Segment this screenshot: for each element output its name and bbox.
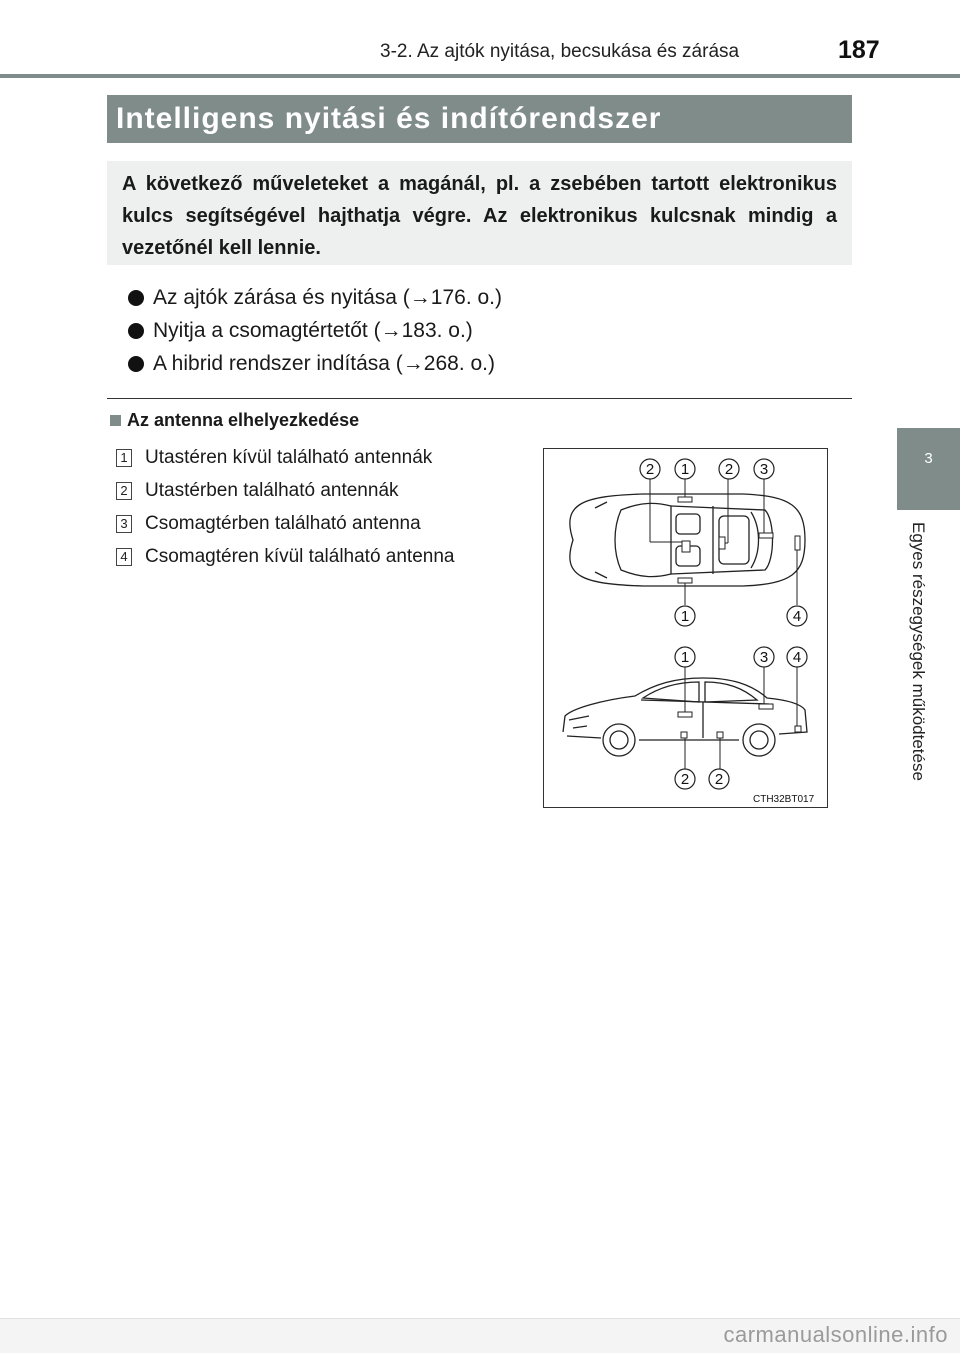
bullet-dot-icon: [128, 323, 144, 339]
section-title: Intelligens nyitási és indítórendszer: [107, 95, 852, 143]
intro-box: A következő műveleteket a magánál, pl. a zsebében tartott elektronikus kulcs segítségével hajthatja végre. Az elektronikus kulcsnak mindig a vezetőnél kell lennie.: [107, 161, 852, 265]
bullet-text: Nyitja a csomagtértetőt (→183. o.): [153, 318, 473, 342]
callout-label: 1: [680, 608, 690, 625]
chapter-tab: [897, 428, 960, 510]
legend-item: [116, 474, 454, 507]
figure-code: CTH32BT017: [753, 794, 815, 805]
chapter-tab-number: 3: [924, 450, 933, 467]
callout-label: 1: [680, 461, 690, 478]
legend-item: [116, 507, 454, 540]
callout-label: 3: [759, 461, 769, 478]
legend-number: 4: [116, 548, 132, 566]
bullet-text: A hibrid rendszer indítása (→268. o.): [153, 351, 496, 375]
legend-item: [116, 441, 454, 474]
callout-label: 4: [792, 608, 802, 625]
callout-label: 4: [792, 649, 802, 666]
legend-number: 3: [116, 515, 132, 533]
callout-label: 3: [759, 649, 769, 666]
list-item: [128, 281, 502, 314]
bullet-text: Az ajtók zárása és nyitása (→176. o.): [153, 285, 502, 309]
subsection-heading: [110, 410, 359, 431]
callout-label: 2: [680, 771, 690, 788]
chapter-side-title: Egyes részegységek működtetése: [909, 522, 928, 781]
callout-label: 2: [645, 461, 655, 478]
antenna-legend: [116, 441, 454, 573]
legend-number: 2: [116, 482, 132, 500]
legend-label: Csomagtérben található antenna: [145, 512, 421, 534]
watermark-text: carmanualsonline.info: [723, 1322, 948, 1347]
legend-label: Csomagtéren kívül található antenna: [145, 545, 455, 567]
watermark-bar: [0, 1318, 960, 1353]
legend-label: Utastéren kívül található antennák: [145, 446, 433, 468]
bullet-dot-icon: [128, 290, 144, 306]
legend-item: [116, 540, 454, 573]
legend-number: 1: [116, 449, 132, 467]
callout-label: 2: [714, 771, 724, 788]
section-divider: [107, 398, 852, 399]
header-rule: [0, 74, 960, 78]
legend-label: Utastérben található antennák: [145, 479, 399, 501]
chapter-title: 3-2. Az ajtók nyitása, becsukása és zárása: [380, 41, 740, 62]
callout-label: 1: [680, 649, 690, 666]
bullet-dot-icon: [128, 356, 144, 372]
list-item: [128, 347, 502, 380]
bullet-list: [128, 281, 502, 380]
callout-label: 2: [724, 461, 734, 478]
page-number: 187: [838, 36, 880, 64]
square-bullet-icon: [110, 415, 121, 426]
antenna-location-figure: [543, 448, 828, 808]
list-item: [128, 314, 502, 347]
subsection-heading-text: Az antenna elhelyezkedése: [127, 410, 360, 430]
